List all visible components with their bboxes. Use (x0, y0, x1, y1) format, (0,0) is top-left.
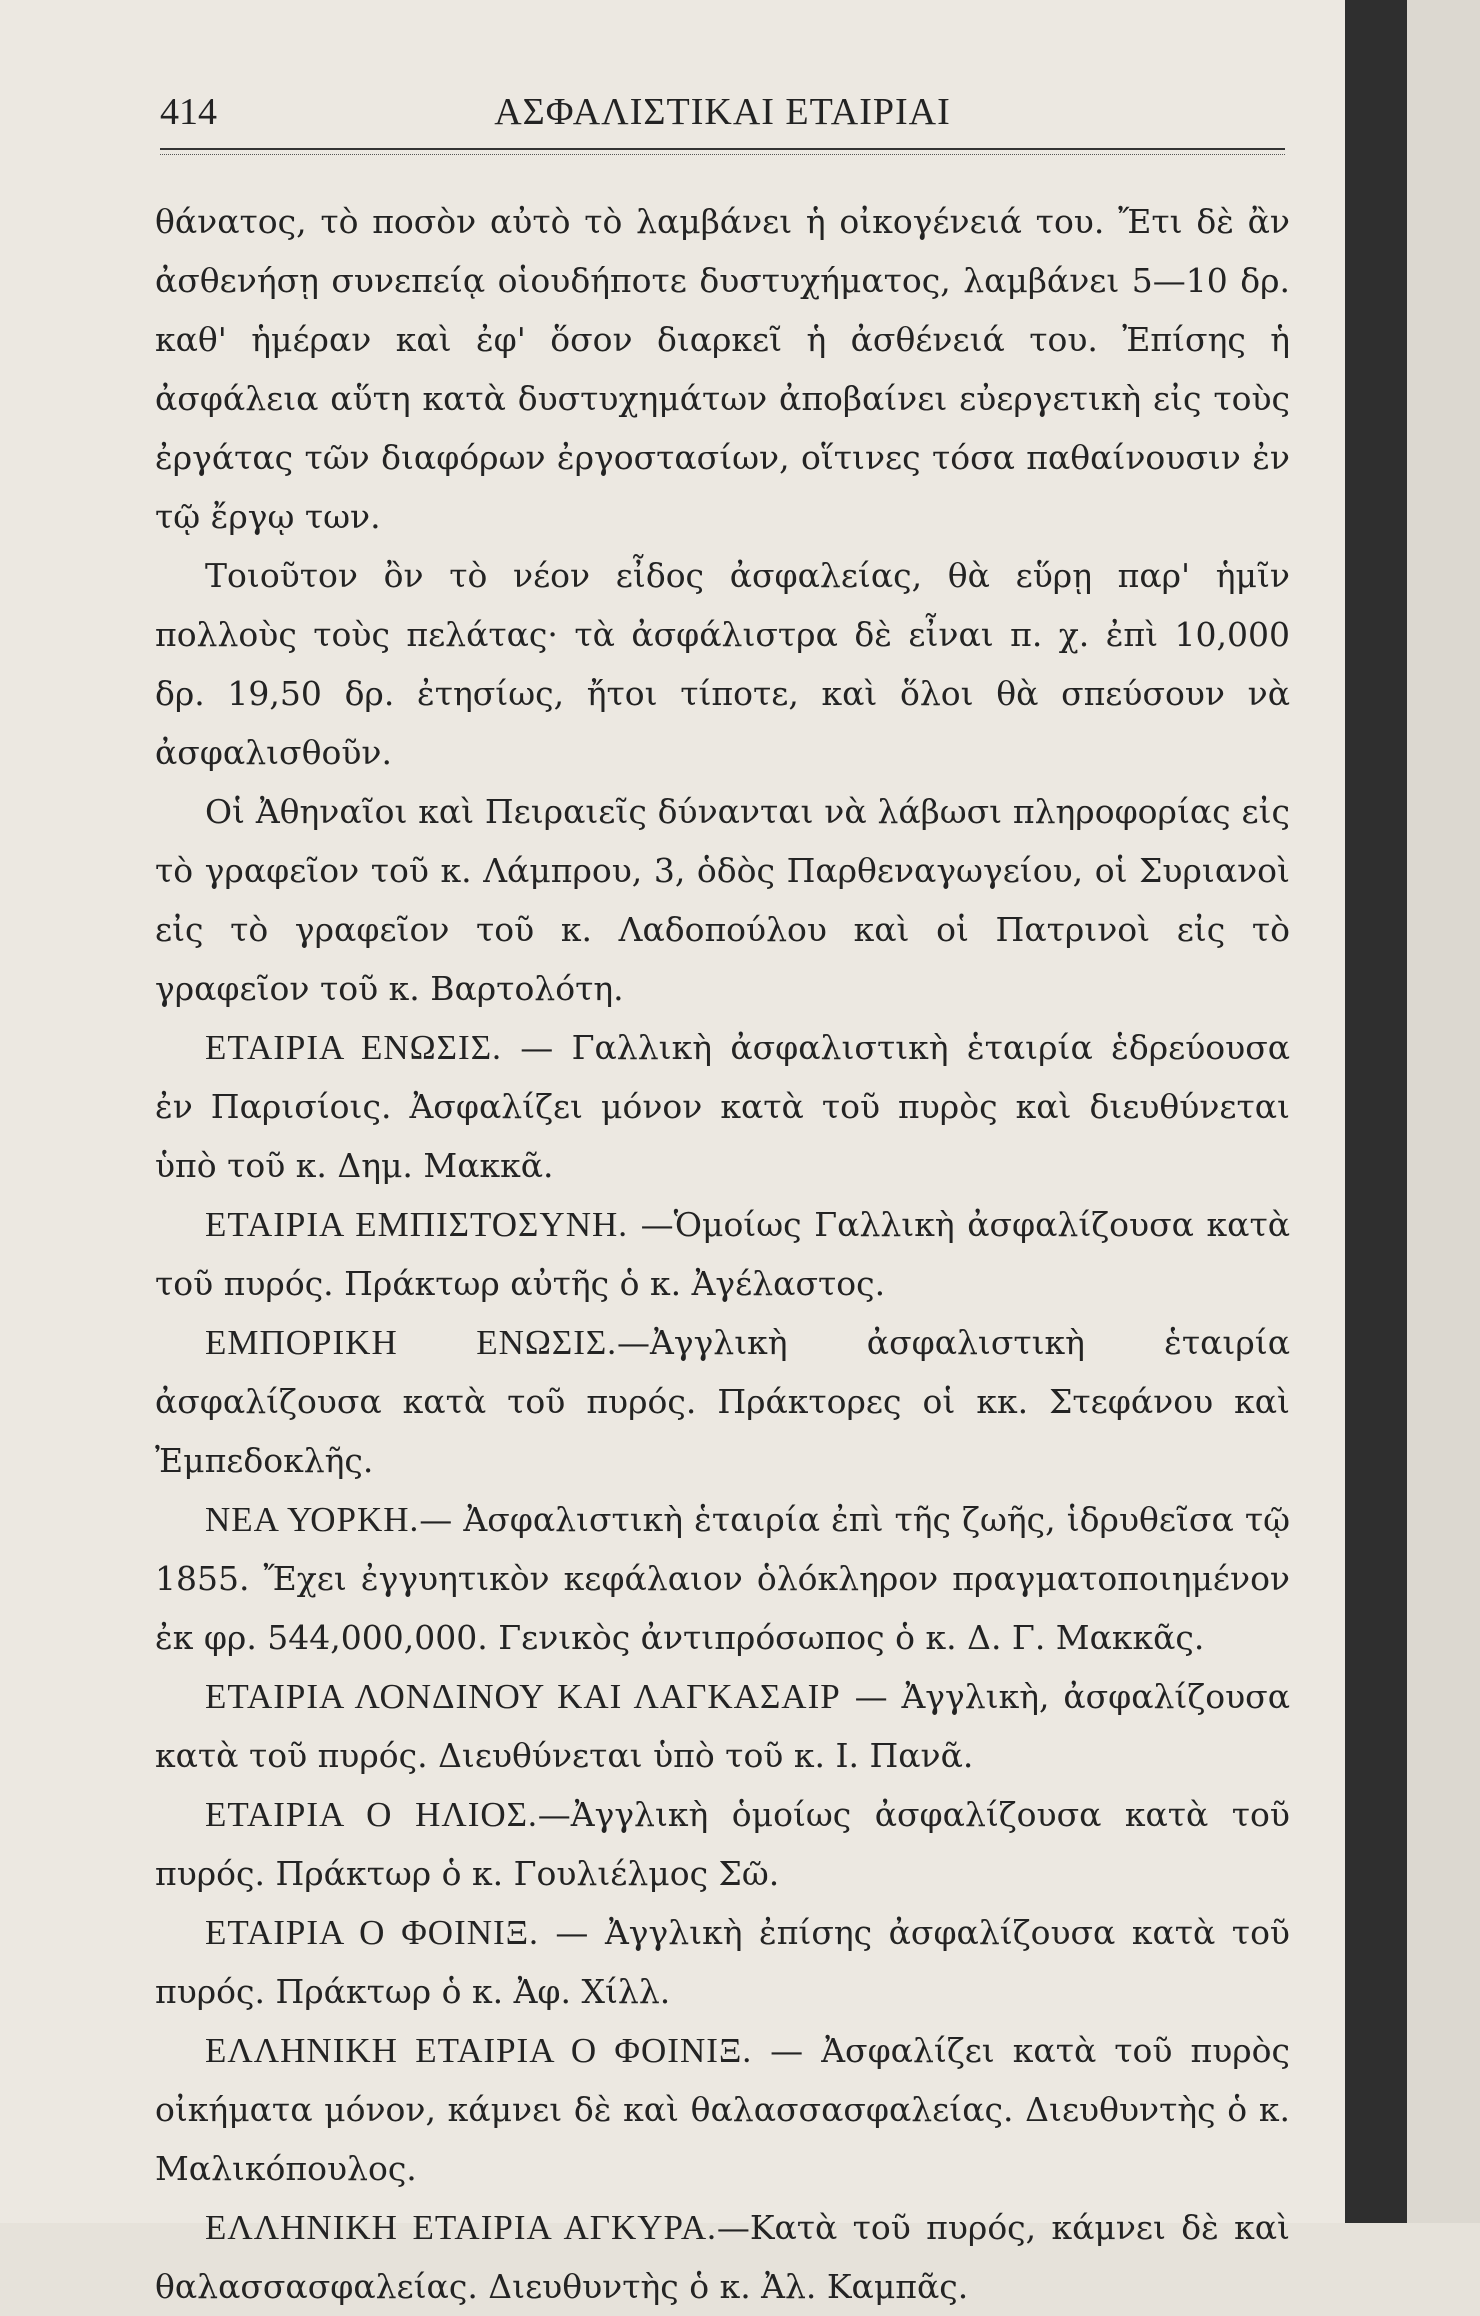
page-edge (1407, 0, 1480, 2223)
page-header (160, 90, 1285, 140)
company-description: —Ὁμοίως Γαλλικὴ ἀσφαλίζουσα κατὰ τοῦ πυρός. Πράκτωρ αὐτῆς ὁ κ. Ἀγέλαστος. (155, 1205, 1290, 1303)
body-text (155, 192, 1290, 2316)
company-entry (155, 1785, 1290, 1903)
company-description: —Ἀγγλικὴ ἀσφαλιστικὴ ἑταιρία ἀσφαλίζουσα κατὰ τοῦ πυρός. Πράκτορες οἱ κκ. Στεφάνου καὶ Ἐμπεδοκλῆς. (155, 1323, 1290, 1480)
paragraph: Οἱ Ἀθηναῖοι καὶ Πειραιεῖς δύνανται νὰ λάβωσι πληροφορίας εἰς τὸ γραφεῖον τοῦ κ. Λάμπρου, 3, ὁδὸς Παρθεναγωγείου, οἱ Συριανοὶ εἰς τὸ γραφεῖον τοῦ κ. Λαδοπούλου καὶ οἱ Πατρινοὶ εἰς τὸ γραφεῖον τοῦ κ. Βαρτολότη. (155, 792, 1290, 1008)
company-description: — Γαλλικὴ ἀσφαλιστικὴ ἑταιρία ἑδρεύουσα ἐν Παρισίοις. Ἀσφαλίζει μόνον κατὰ τοῦ πυρὸς καὶ διευθύνεται ὑπὸ τοῦ κ. Δημ. Μακκᾶ. (155, 1028, 1291, 1185)
company-description: — Ἀγγλικὴ, ἀσφαλίζουσα κατὰ τοῦ πυρός. Διευθύνεται ὑπὸ τοῦ κ. Ι. Πανᾶ. (155, 1677, 1290, 1775)
company-name: ΕΤΑΙΡΙΑ ΛΟΝΔΙΝΟΥ ΚΑΙ ΛΑΓΚΑΣΑΙΡ (205, 1677, 841, 1716)
company-entry (155, 1667, 1290, 1785)
company-entry (155, 1903, 1290, 2021)
company-entry (155, 1490, 1290, 1667)
paragraph: Τοιοῦτον ὂν τὸ νέον εἶδος ἀσφαλείας, θὰ εὕρῃ παρ' ἡμῖν πολλοὺς τοὺς πελάτας· τὰ ἀσφάλιστρα δὲ εἶναι π. χ. ἐπὶ 10,000 δρ. 19,50 δρ. ἐτησίως, ἤτοι τίποτε, καὶ ὅλοι θὰ σπεύσουν νὰ ἀσφαλισθοῦν. (155, 556, 1290, 772)
company-name: ΝΕΑ ΥΟΡΚΗ. (205, 1500, 420, 1539)
company-entry (155, 1195, 1290, 1313)
company-entry (155, 1018, 1290, 1195)
company-entry (155, 2021, 1290, 2198)
company-description: —Κατὰ τοῦ πυρός, κάμνει δὲ καὶ θαλασσασφαλείας. Διευθυντὴς ὁ κ. Ἀλ. Καμπᾶς. (155, 2208, 1290, 2306)
company-name: ΕΤΑΙΡΙΑ Ο ΗΛΙΟΣ. (205, 1795, 538, 1834)
company-description: —Ἀγγλικὴ ὁμοίως ἀσφαλίζουσα κατὰ τοῦ πυρός. Πράκτωρ ὁ κ. Γουλιέλμος Σῶ. (155, 1795, 1290, 1893)
company-entry (155, 1313, 1290, 1490)
company-entry (155, 2198, 1290, 2316)
page-number: 414 (160, 91, 217, 133)
company-name: ΕΜΠΟΡΙΚΗ ΕΝΩΣΙΣ. (205, 1323, 618, 1362)
company-name: ΕΤΑΙΡΙΑ Ο ΦΟΙΝΙΞ. (205, 1913, 539, 1952)
company-name: ΕΤΑΙΡΙΑ ΕΝΩΣΙΣ. (205, 1028, 502, 1067)
header-rule (160, 148, 1285, 155)
binding-shadow (1345, 0, 1407, 2223)
company-description: — Ἀσφαλιστικὴ ἑταιρία ἐπὶ τῆς ζωῆς, ἱδρυθεῖσα τῷ 1855. Ἔχει ἐγγυητικὸν κεφάλαιον ὁλόκληρον πραγματοποιημένον ἐκ φρ. 544,000,000. Γενικὸς ἀντιπρόσωπος ὁ κ. Δ. Γ. Μακκᾶς. (155, 1500, 1290, 1657)
paragraph: θάνατος, τὸ ποσὸν αὐτὸ τὸ λαμβάνει ἡ οἰκογένειά του. Ἔτι δὲ ἂν ἀσθενήσῃ συνεπείᾳ οἱουδήποτε δυστυχήματος, λαμβάνει 5—10 δρ. καθ' ἡμέραν καὶ ἐφ' ὅσον διαρκεῖ ἡ ἀσθένειά του. Ἐπίσης ἡ ἀσφάλεια αὕτη κατὰ δυστυχημάτων ἀποβαίνει εὐεργετικὴ εἰς τοὺς ἐργάτας τῶν διαφόρων ἐργοστασίων, οἵτινες τόσα παθαίνουσιν ἐν τῷ ἔργῳ των. (155, 202, 1290, 536)
company-name: ΕΤΑΙΡΙΑ ΕΜΠΙΣΤΟΣΥΝΗ. (205, 1205, 629, 1244)
company-description: — Ἀσφαλίζει κατὰ τοῦ πυρὸς οἰκήματα μόνον, κάμνει δὲ καὶ θαλασσασφαλείας. Διευθυντὴς ὁ κ. Μαλικόπουλος. (155, 2031, 1291, 2188)
running-title: ΑΣΦΑΛΙΣΤΙΚΑΙ ΕΤΑΙΡΙΑΙ (494, 91, 951, 133)
company-name: ΕΛΛΗΝΙΚΗ ΕΤΑΙΡΙΑ Ο ΦΟΙΝΙΞ. (205, 2031, 753, 2070)
company-name: ΕΛΛΗΝΙΚΗ ΕΤΑΙΡΙΑ ΑΓΚΥΡΑ. (205, 2208, 717, 2247)
company-description: — Ἀγγλικὴ ἐπίσης ἀσφαλίζουσα κατὰ τοῦ πυρός. Πράκτωρ ὁ κ. Ἀφ. Χίλλ. (155, 1913, 1290, 2011)
